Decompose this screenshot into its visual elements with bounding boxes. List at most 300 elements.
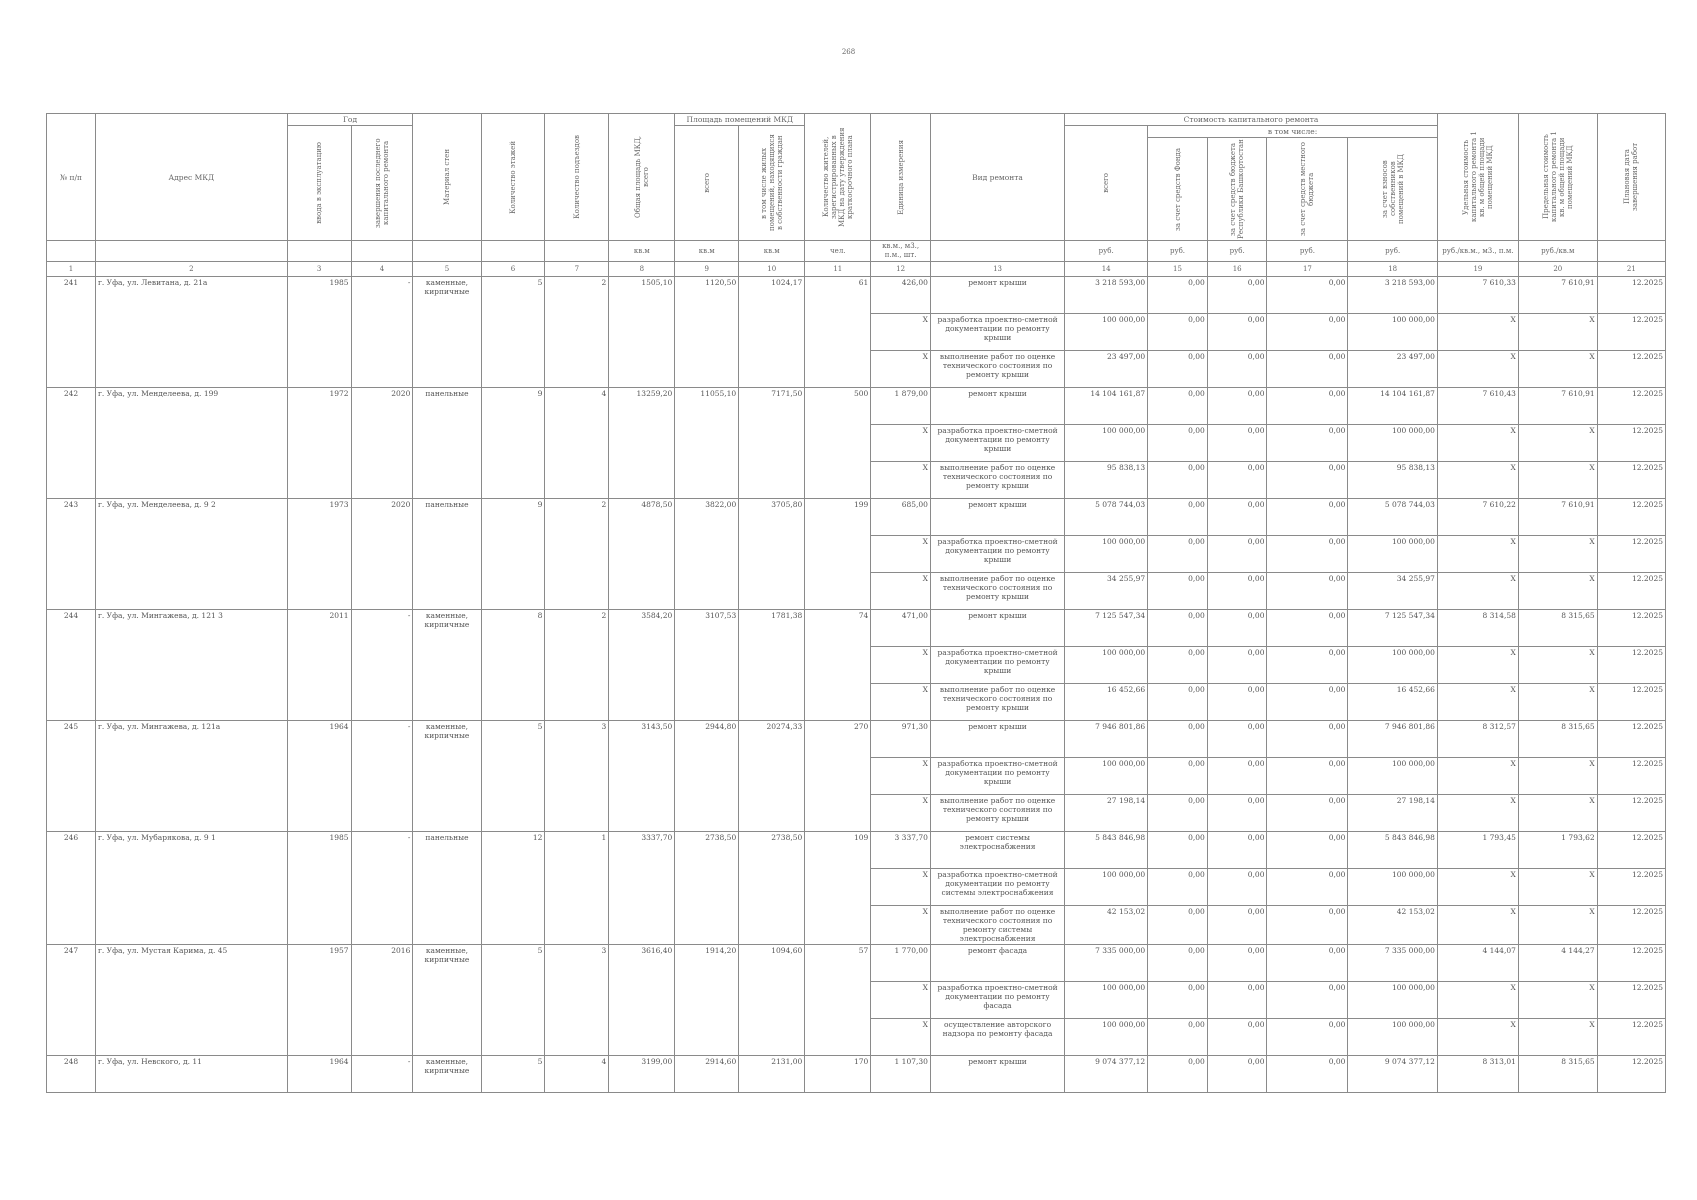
record-walls: каменные, кирпичные: [413, 1056, 481, 1093]
record-residential-area: 2131,00: [739, 1056, 805, 1093]
limit-cost: X: [1518, 906, 1597, 945]
header-area-all: всего: [675, 126, 739, 241]
column-index: 20: [1518, 262, 1597, 277]
cost-owners: 42 153,02: [1348, 906, 1438, 945]
record-entrances: 4: [545, 1056, 609, 1093]
limit-cost: X: [1518, 351, 1597, 388]
header-residents: Количество жителей, зарегистрированных в МКД на дату утверждения краткосрочного плана: [805, 114, 871, 241]
repair-kind: выполнение работ по оценке технического состояния по ремонту крыши: [930, 462, 1064, 499]
limit-cost: 7 610,91: [1518, 388, 1597, 425]
cost-owners: 7 335 000,00: [1348, 945, 1438, 982]
record-residential-area: 1781,38: [739, 610, 805, 721]
limit-cost: X: [1518, 684, 1597, 721]
cost-fund: 0,00: [1148, 721, 1208, 758]
record-entrances: 2: [545, 610, 609, 721]
cost-fund: 0,00: [1148, 684, 1208, 721]
repair-volume: 3 337,70: [871, 832, 931, 869]
record-area: 2914,60: [675, 1056, 739, 1093]
unit-cost: X: [1437, 982, 1518, 1019]
header-cost-fund: за счет средств Фонда: [1148, 138, 1208, 241]
repair-kind: выполнение работ по оценке технического состояния по ремонту системы электроснабжения: [930, 906, 1064, 945]
limit-cost: X: [1518, 982, 1597, 1019]
cost-fund: 0,00: [1148, 869, 1208, 906]
cost-fund: 0,00: [1148, 1019, 1208, 1056]
cost-total: 100 000,00: [1065, 314, 1148, 351]
limit-cost: X: [1518, 647, 1597, 684]
cost-republic: 0,00: [1207, 684, 1267, 721]
repair-volume: X: [871, 906, 931, 945]
table-header: [47, 114, 1666, 277]
cost-republic: 0,00: [1207, 536, 1267, 573]
column-index: 21: [1597, 262, 1665, 277]
column-index: 9: [675, 262, 739, 277]
repair-volume: 1 107,30: [871, 1056, 931, 1093]
unit-c10: кв.м: [739, 241, 805, 262]
cost-local: 0,00: [1267, 647, 1348, 684]
limit-cost: X: [1518, 1019, 1597, 1056]
unit-cost: X: [1437, 647, 1518, 684]
table-row: [47, 945, 1666, 982]
record-entrances: 2: [545, 499, 609, 610]
record-year-last-repair: -: [351, 721, 413, 832]
column-index: 13: [930, 262, 1064, 277]
cost-local: 0,00: [1267, 351, 1348, 388]
cost-total: 100 000,00: [1065, 982, 1148, 1019]
unit-c8: кв.м: [609, 241, 675, 262]
unit-cost: X: [1437, 462, 1518, 499]
record-year-commission: 1985: [287, 277, 351, 388]
cost-republic: 0,00: [1207, 1019, 1267, 1056]
cost-local: 0,00: [1267, 536, 1348, 573]
record-area: 2944,80: [675, 721, 739, 832]
plan-date: 12.2025: [1597, 721, 1665, 758]
limit-cost: X: [1518, 869, 1597, 906]
cost-total: 100 000,00: [1065, 425, 1148, 462]
header-floors: Количество этажей: [481, 114, 545, 241]
record-year-commission: 1972: [287, 388, 351, 499]
record-floors: 5: [481, 721, 545, 832]
cost-fund: 0,00: [1148, 906, 1208, 945]
cost-owners: 100 000,00: [1348, 647, 1438, 684]
repair-kind: разработка проектно-сметной документации по ремонту фасада: [930, 982, 1064, 1019]
repair-kind: осуществление авторского надзора по ремонту фасада: [930, 1019, 1064, 1056]
cost-total: 7 125 547,34: [1065, 610, 1148, 647]
record-address: г. Уфа, ул. Мустая Карима, д. 45: [95, 945, 287, 1056]
repair-volume: X: [871, 869, 931, 906]
record-year-last-repair: 2020: [351, 388, 413, 499]
limit-cost: X: [1518, 314, 1597, 351]
column-index: 15: [1148, 262, 1208, 277]
repair-kind: разработка проектно-сметной документации по ремонту крыши: [930, 758, 1064, 795]
cost-total: 7 946 801,86: [1065, 721, 1148, 758]
cost-total: 95 838,13: [1065, 462, 1148, 499]
record-entrances: 1: [545, 832, 609, 945]
header-cost-republic: за счет средств бюджета Республики Башкортостан: [1207, 138, 1267, 241]
plan-date: 12.2025: [1597, 1019, 1665, 1056]
unit-cost: X: [1437, 425, 1518, 462]
cost-republic: 0,00: [1207, 647, 1267, 684]
limit-cost: 7 610,91: [1518, 499, 1597, 536]
plan-date: 12.2025: [1597, 869, 1665, 906]
unit-c19: руб./кв.м., м3., п.м.: [1437, 241, 1518, 262]
table-row: [47, 832, 1666, 869]
record-residents: 109: [805, 832, 871, 945]
cost-local: 0,00: [1267, 832, 1348, 869]
limit-cost: 8 315,65: [1518, 610, 1597, 647]
header-cost-group: Стоимость капитального ремонта: [1065, 114, 1438, 126]
column-index: 4: [351, 262, 413, 277]
repair-plan-table: [46, 113, 1666, 1093]
header-cost-sub: в том числе:: [1148, 126, 1438, 138]
record-number: 242: [47, 388, 96, 499]
record-walls: каменные, кирпичные: [413, 721, 481, 832]
plan-date: 12.2025: [1597, 647, 1665, 684]
record-year-last-repair: -: [351, 610, 413, 721]
table-row: [47, 610, 1666, 647]
table-row: [47, 499, 1666, 536]
cost-owners: 95 838,13: [1348, 462, 1438, 499]
record-walls: каменные, кирпичные: [413, 277, 481, 388]
table-row: [47, 721, 1666, 758]
record-residential-area: 7171,50: [739, 388, 805, 499]
cost-owners: 34 255,97: [1348, 573, 1438, 610]
cost-total: 7 335 000,00: [1065, 945, 1148, 982]
record-residents: 57: [805, 945, 871, 1056]
cost-fund: 0,00: [1148, 832, 1208, 869]
repair-kind: разработка проектно-сметной документации по ремонту системы электроснабжения: [930, 869, 1064, 906]
header-unit: Единица измерения: [871, 114, 931, 241]
limit-cost: 1 793,62: [1518, 832, 1597, 869]
column-index: 17: [1267, 262, 1348, 277]
record-area: 1120,50: [675, 277, 739, 388]
column-index: 16: [1207, 262, 1267, 277]
repair-kind: разработка проектно-сметной документации по ремонту крыши: [930, 314, 1064, 351]
record-residential-area: 3705,80: [739, 499, 805, 610]
repair-kind: ремонт крыши: [930, 1056, 1064, 1093]
record-number: 246: [47, 832, 96, 945]
cost-owners: 100 000,00: [1348, 1019, 1438, 1056]
record-year-last-repair: 2020: [351, 499, 413, 610]
index-row: [47, 262, 1666, 277]
cost-owners: 7 125 547,34: [1348, 610, 1438, 647]
record-total-area: 3143,50: [609, 721, 675, 832]
header-cost-local: за счет средств местного бюджета: [1267, 138, 1348, 241]
repair-kind: ремонт крыши: [930, 499, 1064, 536]
unit-cost: X: [1437, 684, 1518, 721]
record-walls: каменные, кирпичные: [413, 945, 481, 1056]
record-area: 2738,50: [675, 832, 739, 945]
plan-date: 12.2025: [1597, 684, 1665, 721]
cost-total: 34 255,97: [1065, 573, 1148, 610]
record-address: г. Уфа, ул. Менделеева, д. 9 2: [95, 499, 287, 610]
repair-kind: выполнение работ по оценке технического состояния по ремонту крыши: [930, 573, 1064, 610]
record-number: 245: [47, 721, 96, 832]
cost-fund: 0,00: [1148, 945, 1208, 982]
record-year-commission: 2011: [287, 610, 351, 721]
record-walls: каменные, кирпичные: [413, 610, 481, 721]
cost-owners: 27 198,14: [1348, 795, 1438, 832]
header-area-group: Площадь помещений МКД: [675, 114, 805, 126]
repair-volume: 1 770,00: [871, 945, 931, 982]
plan-date: 12.2025: [1597, 906, 1665, 945]
cost-fund: 0,00: [1148, 277, 1208, 314]
repair-kind: ремонт крыши: [930, 721, 1064, 758]
plan-date: 12.2025: [1597, 758, 1665, 795]
record-address: г. Уфа, ул. Левитана, д. 21а: [95, 277, 287, 388]
cost-republic: 0,00: [1207, 499, 1267, 536]
cost-republic: 0,00: [1207, 945, 1267, 982]
record-floors: 9: [481, 499, 545, 610]
unit-cost: 4 144,07: [1437, 945, 1518, 982]
cost-republic: 0,00: [1207, 1056, 1267, 1093]
record-floors: 5: [481, 277, 545, 388]
record-total-area: 3199,00: [609, 1056, 675, 1093]
record-total-area: 3616,40: [609, 945, 675, 1056]
repair-volume: X: [871, 1019, 931, 1056]
repair-volume: X: [871, 462, 931, 499]
cost-local: 0,00: [1267, 869, 1348, 906]
record-walls: панельные: [413, 832, 481, 945]
record-entrances: 3: [545, 945, 609, 1056]
record-area: 11055,10: [675, 388, 739, 499]
record-year-commission: 1957: [287, 945, 351, 1056]
limit-cost: 8 315,65: [1518, 721, 1597, 758]
repair-volume: X: [871, 425, 931, 462]
record-number: 244: [47, 610, 96, 721]
column-index: 8: [609, 262, 675, 277]
repair-kind: разработка проектно-сметной документации по ремонту крыши: [930, 536, 1064, 573]
repair-kind: выполнение работ по оценке технического состояния по ремонту крыши: [930, 684, 1064, 721]
record-total-area: 3584,20: [609, 610, 675, 721]
cost-local: 0,00: [1267, 277, 1348, 314]
plan-date: 12.2025: [1597, 1056, 1665, 1093]
limit-cost: 8 315,65: [1518, 1056, 1597, 1093]
limit-cost: X: [1518, 795, 1597, 832]
record-total-area: 4878,50: [609, 499, 675, 610]
column-index: 1: [47, 262, 96, 277]
record-year-last-repair: -: [351, 277, 413, 388]
cost-total: 16 452,66: [1065, 684, 1148, 721]
cost-local: 0,00: [1267, 610, 1348, 647]
repair-kind: ремонт системы электроснабжения: [930, 832, 1064, 869]
cost-local: 0,00: [1267, 721, 1348, 758]
plan-date: 12.2025: [1597, 982, 1665, 1019]
cost-total: 100 000,00: [1065, 869, 1148, 906]
header-walls: Материал стен: [413, 114, 481, 241]
unit-c17: руб.: [1267, 241, 1348, 262]
cost-total: 27 198,14: [1065, 795, 1148, 832]
plan-date: 12.2025: [1597, 314, 1665, 351]
unit-cost: X: [1437, 536, 1518, 573]
cost-local: 0,00: [1267, 388, 1348, 425]
cost-owners: 5 843 846,98: [1348, 832, 1438, 869]
cost-republic: 0,00: [1207, 314, 1267, 351]
record-residential-area: 20274,33: [739, 721, 805, 832]
table-row: [47, 388, 1666, 425]
cost-fund: 0,00: [1148, 499, 1208, 536]
unit-cost: X: [1437, 314, 1518, 351]
plan-date: 12.2025: [1597, 832, 1665, 869]
plan-date: 12.2025: [1597, 499, 1665, 536]
unit-cost: 8 312,57: [1437, 721, 1518, 758]
cost-owners: 100 000,00: [1348, 536, 1438, 573]
cost-republic: 0,00: [1207, 277, 1267, 314]
repair-kind: разработка проектно-сметной документации по ремонту крыши: [930, 425, 1064, 462]
unit-c16: руб.: [1207, 241, 1267, 262]
cost-total: 9 074 377,12: [1065, 1056, 1148, 1093]
record-address: г. Уфа, ул. Невского, д. 11: [95, 1056, 287, 1093]
column-index: 18: [1348, 262, 1438, 277]
cost-local: 0,00: [1267, 1056, 1348, 1093]
header-entrances: Количество подъездов: [545, 114, 609, 241]
record-residential-area: 1024,17: [739, 277, 805, 388]
cost-total: 42 153,02: [1065, 906, 1148, 945]
header-number: № п/п: [47, 114, 96, 241]
repair-volume: 1 879,00: [871, 388, 931, 425]
cost-fund: 0,00: [1148, 425, 1208, 462]
column-index: 19: [1437, 262, 1518, 277]
record-total-area: 1505,10: [609, 277, 675, 388]
cost-republic: 0,00: [1207, 425, 1267, 462]
repair-volume: X: [871, 982, 931, 1019]
repair-kind: ремонт крыши: [930, 277, 1064, 314]
plan-date: 12.2025: [1597, 277, 1665, 314]
header-area-residential: в том числе жилых помещений, находящихся в собственности граждан: [739, 126, 805, 241]
record-floors: 9: [481, 388, 545, 499]
cost-owners: 100 000,00: [1348, 425, 1438, 462]
repair-kind: ремонт крыши: [930, 388, 1064, 425]
record-residents: 500: [805, 388, 871, 499]
header-limit-cost: Предельная стоимость капитального ремонта 1 кв. м общей площади помещений МКД: [1518, 114, 1597, 241]
plan-date: 12.2025: [1597, 536, 1665, 573]
record-residential-area: 1094,60: [739, 945, 805, 1056]
record-number: 241: [47, 277, 96, 388]
limit-cost: 7 610,91: [1518, 277, 1597, 314]
cost-republic: 0,00: [1207, 351, 1267, 388]
unit-c9: кв.м: [675, 241, 739, 262]
cost-fund: 0,00: [1148, 795, 1208, 832]
cost-republic: 0,00: [1207, 462, 1267, 499]
table-row: [47, 1056, 1666, 1093]
cost-local: 0,00: [1267, 314, 1348, 351]
cost-fund: 0,00: [1148, 1056, 1208, 1093]
unit-cost: X: [1437, 869, 1518, 906]
units-row: [47, 241, 1666, 262]
header-cost-owners: за счет взносов собственников помещений в МКД: [1348, 138, 1438, 241]
header-address: Адрес МКД: [95, 114, 287, 241]
unit-c18: руб.: [1348, 241, 1438, 262]
unit-cost: 7 610,43: [1437, 388, 1518, 425]
limit-cost: X: [1518, 425, 1597, 462]
cost-total: 5 843 846,98: [1065, 832, 1148, 869]
plan-date: 12.2025: [1597, 462, 1665, 499]
cost-fund: 0,00: [1148, 610, 1208, 647]
cost-fund: 0,00: [1148, 758, 1208, 795]
column-index: 11: [805, 262, 871, 277]
plan-date: 12.2025: [1597, 945, 1665, 982]
cost-owners: 7 946 801,86: [1348, 721, 1438, 758]
cost-fund: 0,00: [1148, 536, 1208, 573]
unit-cost: 7 610,33: [1437, 277, 1518, 314]
record-floors: 5: [481, 945, 545, 1056]
cost-republic: 0,00: [1207, 982, 1267, 1019]
limit-cost: 4 144,27: [1518, 945, 1597, 982]
unit-cost: X: [1437, 795, 1518, 832]
cost-local: 0,00: [1267, 425, 1348, 462]
record-walls: панельные: [413, 388, 481, 499]
repair-volume: X: [871, 536, 931, 573]
cost-republic: 0,00: [1207, 869, 1267, 906]
cost-fund: 0,00: [1148, 647, 1208, 684]
cost-republic: 0,00: [1207, 832, 1267, 869]
cost-owners: 5 078 744,03: [1348, 499, 1438, 536]
repair-kind: выполнение работ по оценке технического состояния по ремонту крыши: [930, 795, 1064, 832]
unit-c15: руб.: [1148, 241, 1208, 262]
unit-cost: X: [1437, 1019, 1518, 1056]
record-year-commission: 1985: [287, 832, 351, 945]
record-year-commission: 1973: [287, 499, 351, 610]
cost-fund: 0,00: [1148, 462, 1208, 499]
page-number: 268: [841, 48, 856, 56]
record-total-area: 13259,20: [609, 388, 675, 499]
cost-fund: 0,00: [1148, 573, 1208, 610]
record-walls: панельные: [413, 499, 481, 610]
header-year-commission: ввода в эксплуатацию: [287, 126, 351, 241]
record-year-commission: 1964: [287, 1056, 351, 1093]
repair-volume: 426,00: [871, 277, 931, 314]
unit-c20: руб./кв.м: [1518, 241, 1597, 262]
record-year-last-repair: -: [351, 1056, 413, 1093]
table-body: [47, 277, 1666, 1093]
repair-plan-table-container: [46, 113, 1666, 1093]
cost-local: 0,00: [1267, 906, 1348, 945]
repair-volume: 471,00: [871, 610, 931, 647]
unit-cost: X: [1437, 351, 1518, 388]
cost-total: 100 000,00: [1065, 758, 1148, 795]
cost-local: 0,00: [1267, 982, 1348, 1019]
cost-republic: 0,00: [1207, 573, 1267, 610]
cost-republic: 0,00: [1207, 758, 1267, 795]
cost-owners: 14 104 161,87: [1348, 388, 1438, 425]
cost-total: 23 497,00: [1065, 351, 1148, 388]
cost-local: 0,00: [1267, 758, 1348, 795]
record-entrances: 2: [545, 277, 609, 388]
cost-local: 0,00: [1267, 684, 1348, 721]
cost-total: 100 000,00: [1065, 1019, 1148, 1056]
record-floors: 5: [481, 1056, 545, 1093]
record-entrances: 4: [545, 388, 609, 499]
cost-local: 0,00: [1267, 462, 1348, 499]
record-number: 243: [47, 499, 96, 610]
repair-volume: X: [871, 647, 931, 684]
cost-republic: 0,00: [1207, 610, 1267, 647]
cost-owners: 100 000,00: [1348, 982, 1438, 1019]
cost-owners: 9 074 377,12: [1348, 1056, 1438, 1093]
header-year-last-repair: завершения последнего капитального ремонта: [351, 126, 413, 241]
unit-c11: чел.: [805, 241, 871, 262]
unit-c14: руб.: [1065, 241, 1148, 262]
unit-cost: X: [1437, 906, 1518, 945]
cost-local: 0,00: [1267, 795, 1348, 832]
repair-kind: ремонт фасада: [930, 945, 1064, 982]
unit-c12: кв.м., м3., п.м., шт.: [871, 241, 931, 262]
record-address: г. Уфа, ул. Менделеева, д. 199: [95, 388, 287, 499]
column-index: 3: [287, 262, 351, 277]
cost-republic: 0,00: [1207, 795, 1267, 832]
repair-volume: X: [871, 795, 931, 832]
record-area: 3107,53: [675, 610, 739, 721]
header-plan-date: Плановая дата завершения работ: [1597, 114, 1665, 241]
